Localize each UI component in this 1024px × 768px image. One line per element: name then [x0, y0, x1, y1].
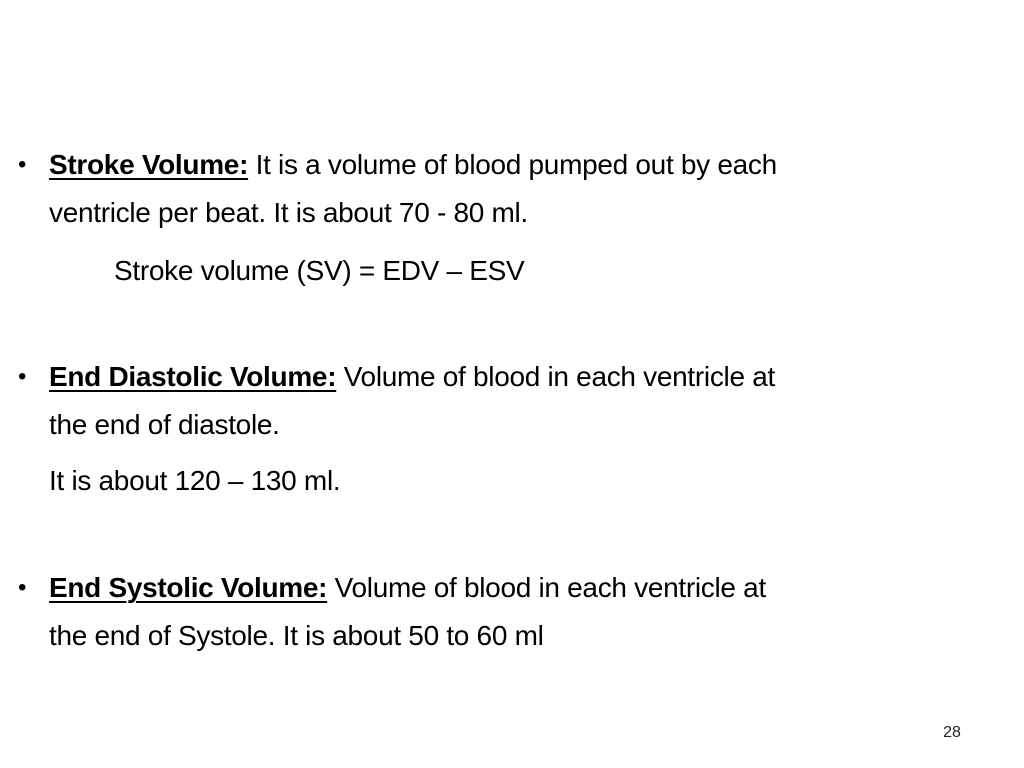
- bullet-line: [18, 353, 1018, 401]
- bullet-line: [18, 141, 1018, 189]
- page-number: 28: [943, 724, 961, 741]
- bullet-line: [18, 564, 1018, 612]
- definition-text: Volume of blood in each ventricle at: [327, 572, 766, 603]
- bullet-end-diastolic-volume: [18, 353, 1018, 449]
- edv-value-text: It is about 120 – 130 ml.: [49, 465, 341, 496]
- bullet-dot-icon: •: [18, 574, 27, 601]
- bullet-dot-icon: •: [18, 151, 27, 178]
- definition-text: Volume of blood in each ventricle at: [336, 361, 775, 392]
- definition-continuation: the end of diastole.: [49, 409, 280, 440]
- bullet-dot-icon: •: [18, 363, 27, 390]
- definition-continuation: the end of Systole. It is about 50 to 60 ml: [49, 620, 544, 651]
- stroke-volume-formula: Stroke volume (SV) = EDV – ESV: [114, 255, 525, 286]
- bullet-end-systolic-volume: [18, 564, 1018, 660]
- term-stroke-volume: Stroke Volume:: [49, 149, 249, 180]
- definition-continuation: ventricle per beat. It is about 70 - 80 ml.: [49, 197, 528, 228]
- bullet-stroke-volume: [18, 141, 1018, 237]
- definition-text: It is a volume of blood pumped out by each: [248, 149, 777, 180]
- term-end-systolic-volume: End Systolic Volume:: [49, 572, 328, 603]
- term-end-diastolic-volume: End Diastolic Volume:: [49, 361, 337, 392]
